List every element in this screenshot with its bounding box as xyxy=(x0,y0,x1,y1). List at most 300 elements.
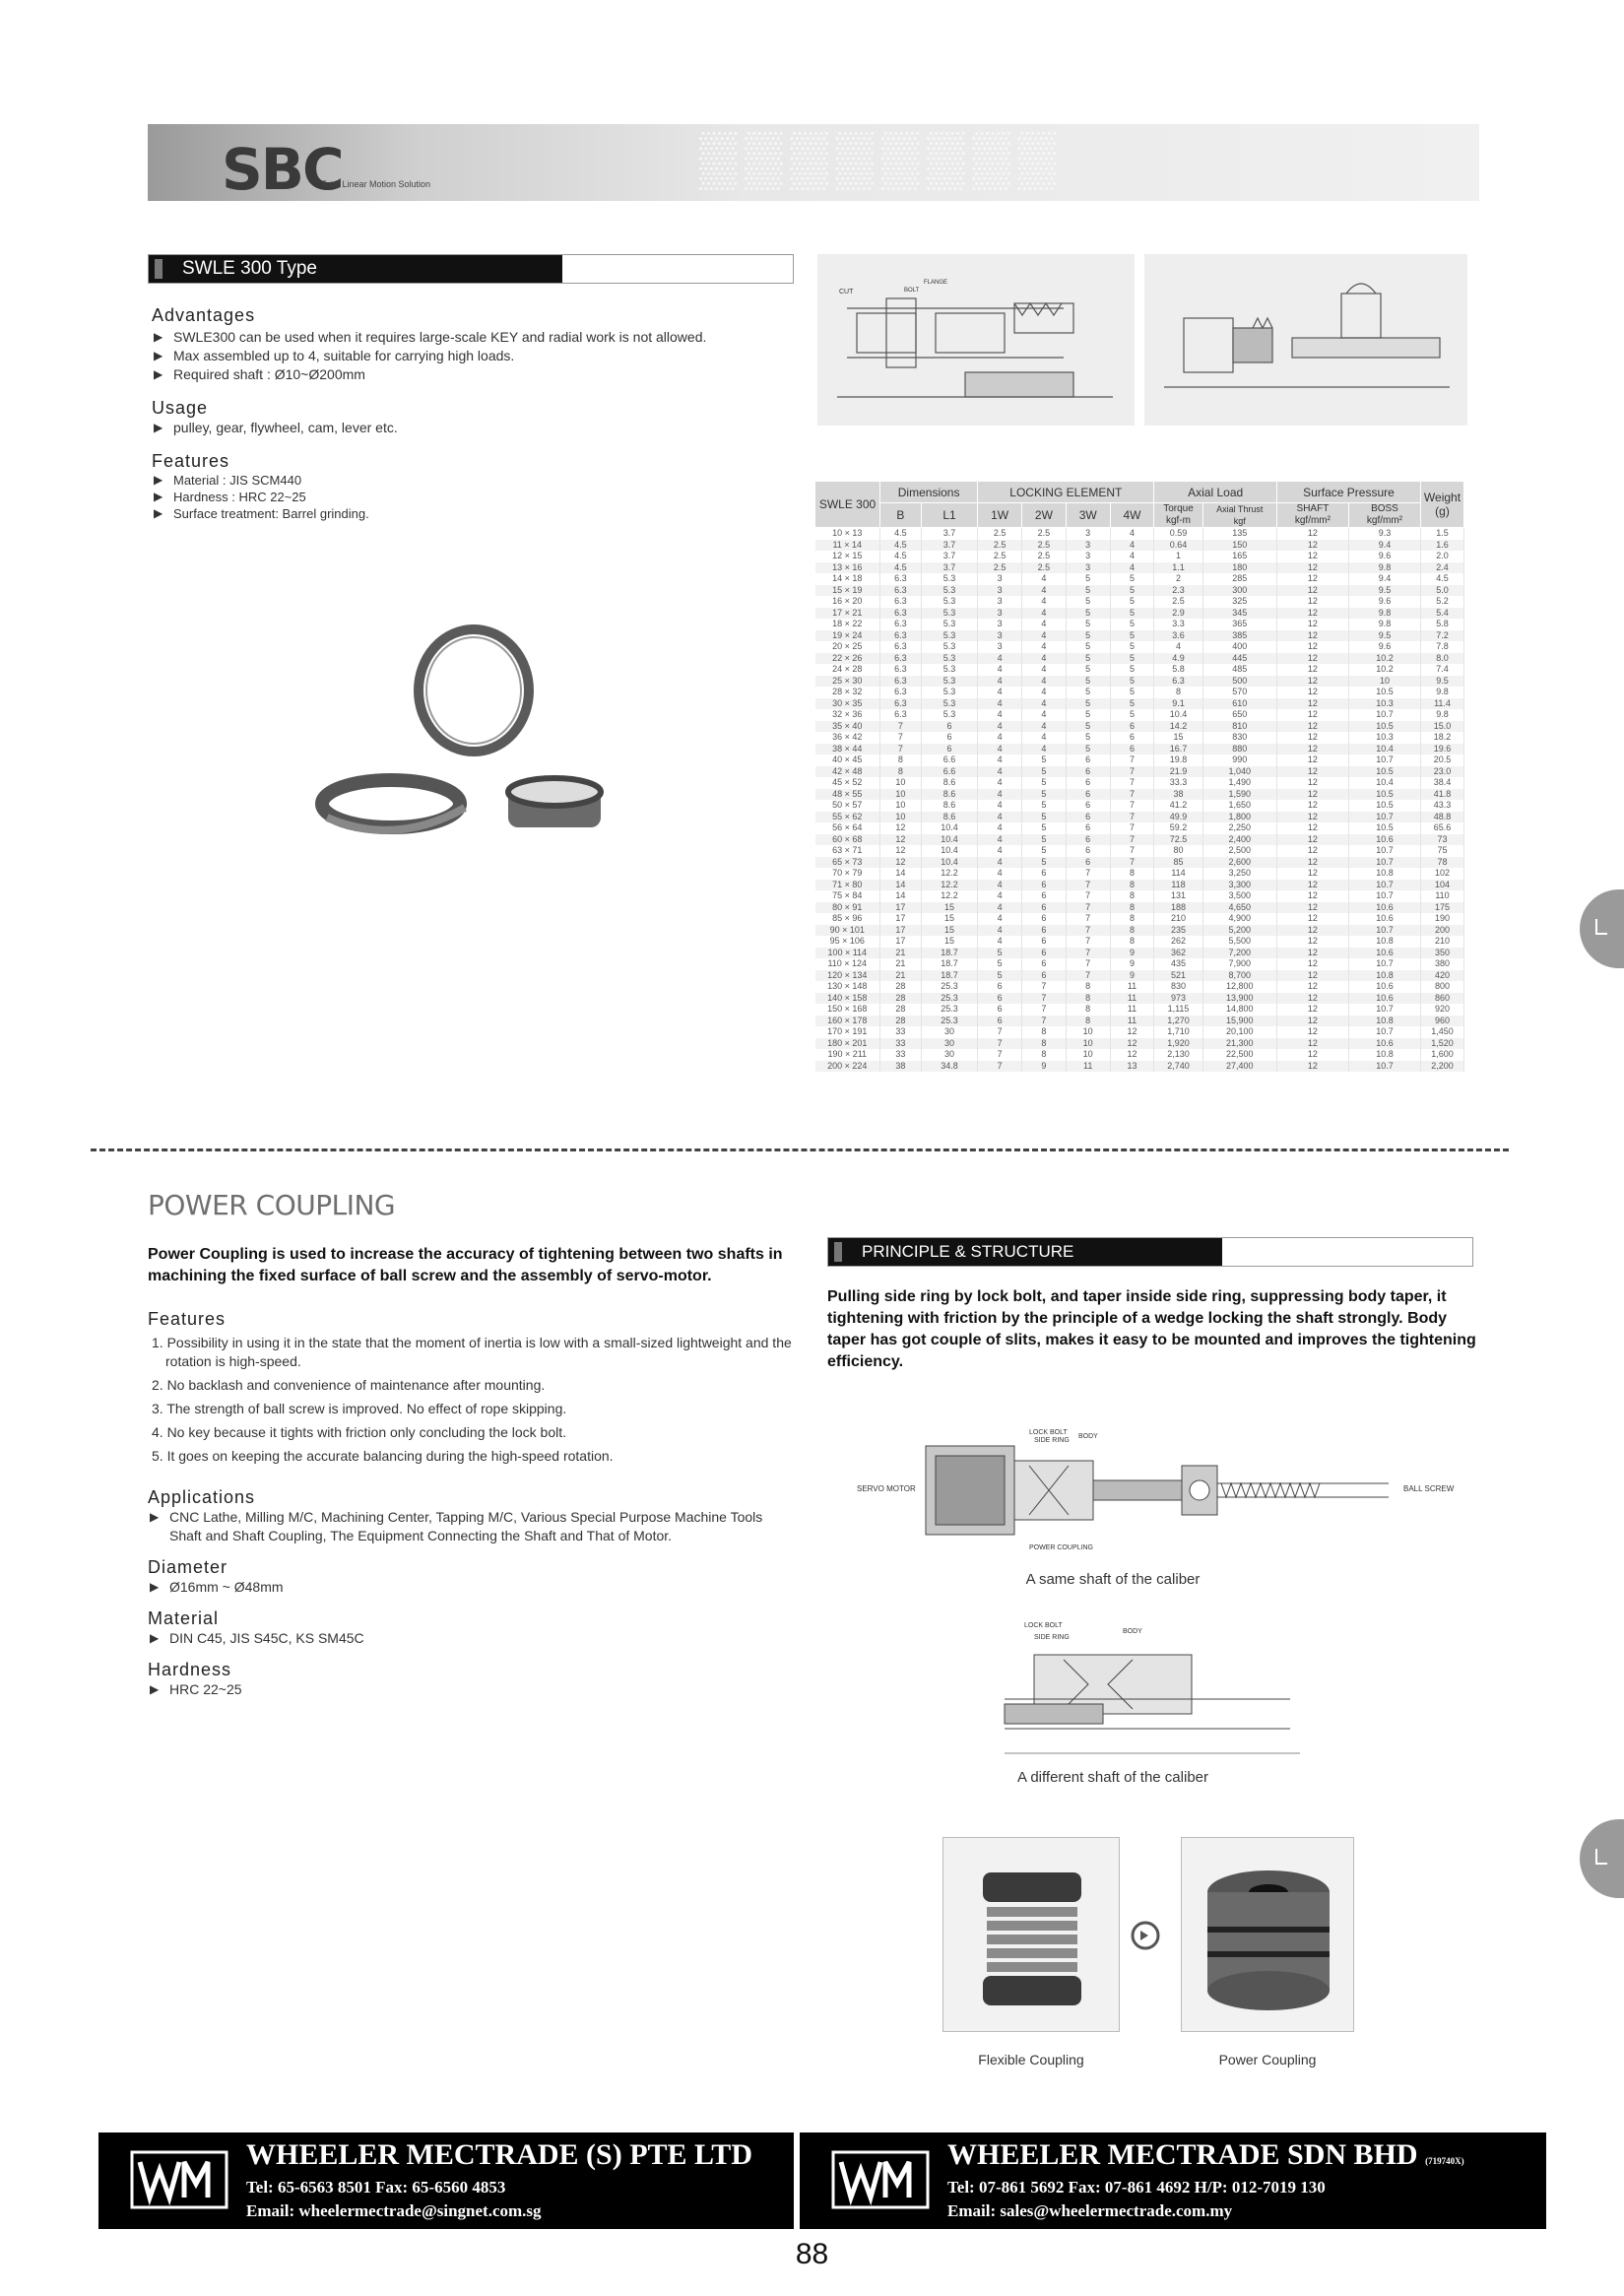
spec-cell: 38 xyxy=(1154,789,1202,801)
spec-cell: 7 xyxy=(1066,890,1110,902)
spec-cell: 3.7 xyxy=(921,528,977,540)
label-lock-bolt: LOCK BOLT xyxy=(1029,1429,1068,1436)
spec-cell: 17 xyxy=(880,913,922,925)
spec-cell: 80 × 91 xyxy=(815,902,880,914)
spec-cell: 190 × 211 xyxy=(815,1049,880,1061)
spec-cell: 130 × 148 xyxy=(815,981,880,993)
spec-cell: 18.7 xyxy=(921,958,977,970)
spec-cell: 175 xyxy=(1421,902,1464,914)
section-marker xyxy=(834,1242,842,1262)
spec-cell: 4 xyxy=(1022,596,1067,608)
spec-cell: 6 xyxy=(1110,744,1154,755)
label-cut: CUT xyxy=(839,289,854,295)
spec-cell: 1,490 xyxy=(1202,777,1276,789)
spec-cell: 5,500 xyxy=(1202,936,1276,948)
company-email[interactable]: Email: wheelermectrade@singnet.com.sg xyxy=(246,2201,542,2220)
spec-cell: 7 xyxy=(1110,822,1154,834)
spec-row xyxy=(815,845,1464,857)
spec-cell: 21.9 xyxy=(1154,766,1202,778)
spec-cell: 7.4 xyxy=(1421,664,1464,676)
spec-cell: 24 × 28 xyxy=(815,664,880,676)
spec-row xyxy=(815,676,1464,688)
spec-cell: 6.6 xyxy=(921,766,977,778)
spec-cell: 3,300 xyxy=(1202,880,1276,891)
spec-cell: 8 xyxy=(1110,913,1154,925)
features-heading: Features xyxy=(152,451,230,471)
spec-cell: 6.3 xyxy=(880,653,922,665)
spec-cell: 5 xyxy=(1110,653,1154,665)
spec-cell: 9.6 xyxy=(1348,551,1420,562)
spec-cell: 9.6 xyxy=(1348,641,1420,653)
spec-cell: 28 xyxy=(880,981,922,993)
spec-cell: 4 xyxy=(978,868,1022,880)
col-boss: BOSS kgf/mm² xyxy=(1348,503,1420,528)
spec-cell: 12 xyxy=(1276,573,1348,585)
spec-cell: 14,800 xyxy=(1202,1004,1276,1016)
spec-cell: 12 xyxy=(1276,845,1348,857)
usage-item: ▶ pulley, gear, flywheel, cam, lever etc. xyxy=(154,420,398,435)
spec-cell: 4 xyxy=(978,698,1022,710)
label-body: BODY xyxy=(1078,1433,1098,1440)
spec-cell: 9.8 xyxy=(1348,608,1420,620)
spec-cell: 7 xyxy=(1022,993,1067,1005)
spec-cell: 5.0 xyxy=(1421,585,1464,597)
spec-cell: 6 xyxy=(1066,834,1110,846)
spec-cell: 5.3 xyxy=(921,619,977,630)
spec-cell: 19 × 24 xyxy=(815,630,880,642)
spec-cell: 10 × 13 xyxy=(815,528,880,540)
spec-cell: 6 xyxy=(1022,925,1067,937)
swle-drawing-1 xyxy=(817,254,1135,426)
spec-cell: 10.6 xyxy=(1348,902,1420,914)
spec-cell: 5.2 xyxy=(1421,596,1464,608)
label-side-ring: SIDE RING xyxy=(1034,1437,1070,1444)
spec-cell: 5 xyxy=(1022,845,1067,857)
spec-cell: 7 xyxy=(1022,981,1067,993)
spec-cell: 25.3 xyxy=(921,1004,977,1016)
spec-cell: 830 xyxy=(1154,981,1202,993)
spec-cell: 41.8 xyxy=(1421,789,1464,801)
spec-cell: 800 xyxy=(1421,981,1464,993)
spec-cell: 95 × 106 xyxy=(815,936,880,948)
spec-cell: 920 xyxy=(1421,1004,1464,1016)
spec-cell: 990 xyxy=(1202,754,1276,766)
spec-cell: 1,650 xyxy=(1202,800,1276,812)
brand-tagline: Total Linear Motion Solution xyxy=(321,179,431,189)
spec-cell: 8 xyxy=(1110,902,1154,914)
spec-cell: 5 xyxy=(1110,585,1154,597)
spec-cell: 150 xyxy=(1202,540,1276,552)
spec-cell: 4 xyxy=(978,732,1022,744)
spec-cell: 4.9 xyxy=(1154,653,1202,665)
spec-cell: 5 xyxy=(1110,573,1154,585)
spec-cell: 7 xyxy=(1110,800,1154,812)
spec-cell: 8 xyxy=(1066,993,1110,1005)
company-email[interactable]: Email: sales@wheelermectrade.com.my xyxy=(947,2201,1233,2220)
spec-cell: 9.8 xyxy=(1421,687,1464,698)
spec-cell: 188 xyxy=(1154,902,1202,914)
spec-cell: 12 xyxy=(880,845,922,857)
spec-cell: 4 xyxy=(1110,562,1154,574)
spec-cell: 5 xyxy=(1022,777,1067,789)
spec-cell: 110 × 124 xyxy=(815,958,880,970)
group-surface: Surface Pressure xyxy=(1276,482,1420,503)
spec-cell: 210 xyxy=(1154,913,1202,925)
spec-cell: 5 xyxy=(1022,754,1067,766)
spec-cell: 12 xyxy=(1276,754,1348,766)
spec-row xyxy=(815,664,1464,676)
spec-cell: 63 × 71 xyxy=(815,845,880,857)
spec-cell: 60 × 68 xyxy=(815,834,880,846)
spec-cell: 4 xyxy=(1022,744,1067,755)
header-band xyxy=(148,124,1479,201)
spec-cell: 445 xyxy=(1202,653,1276,665)
spec-cell: 102 xyxy=(1421,868,1464,880)
spec-cell: 2.5 xyxy=(978,551,1022,562)
spec-cell: 7 xyxy=(1022,1004,1067,1016)
spec-row xyxy=(815,732,1464,744)
spec-cell: 8 xyxy=(1110,880,1154,891)
spec-cell: 2,740 xyxy=(1154,1061,1202,1073)
spec-cell: 8 xyxy=(1066,1004,1110,1016)
spec-cell: 380 xyxy=(1421,958,1464,970)
spec-cell: 6 xyxy=(978,981,1022,993)
spec-cell: 7 xyxy=(880,732,922,744)
spec-row xyxy=(815,925,1464,937)
spec-cell: 10.6 xyxy=(1348,993,1420,1005)
spec-cell: 973 xyxy=(1154,993,1202,1005)
spec-cell: 10.3 xyxy=(1348,698,1420,710)
spec-cell: 65.6 xyxy=(1421,822,1464,834)
spec-cell: 33 xyxy=(880,1038,922,1050)
spec-cell: 9.8 xyxy=(1348,619,1420,630)
spec-cell: 78 xyxy=(1421,857,1464,869)
spec-cell: 4 xyxy=(978,676,1022,688)
pc-material-heading: Material xyxy=(148,1608,220,1628)
spec-cell: 6 xyxy=(1022,902,1067,914)
spec-cell: 6.6 xyxy=(921,754,977,766)
spec-cell: 9 xyxy=(1110,958,1154,970)
spec-cell: 4 xyxy=(978,822,1022,834)
spec-cell: 4 xyxy=(1022,732,1067,744)
spec-cell: 4 xyxy=(978,709,1022,721)
spec-cell: 9 xyxy=(1110,970,1154,982)
spec-cell: 7 xyxy=(1066,868,1110,880)
spec-cell: 75 xyxy=(1421,845,1464,857)
spec-cell: 12 xyxy=(880,857,922,869)
spec-cell: 3.6 xyxy=(1154,630,1202,642)
spec-row xyxy=(815,608,1464,620)
swle-title: SWLE 300 Type xyxy=(149,255,562,283)
spec-cell: 420 xyxy=(1421,970,1464,982)
company-name: WHEELER MECTRADE (S) PTE LTD xyxy=(246,2138,752,2171)
spec-cell: 70 × 79 xyxy=(815,868,880,880)
spec-cell: 135 xyxy=(1202,528,1276,540)
spec-cell: 30 xyxy=(921,1038,977,1050)
spec-cell: 7 xyxy=(978,1049,1022,1061)
spec-cell: 4 xyxy=(978,890,1022,902)
spec-cell: 4 xyxy=(1022,630,1067,642)
spec-cell: 7 xyxy=(978,1061,1022,1073)
spec-cell: 3 xyxy=(1066,528,1110,540)
spec-cell: 4 xyxy=(978,902,1022,914)
spec-row xyxy=(815,619,1464,630)
spec-cell: 4,900 xyxy=(1202,913,1276,925)
spec-cell: 25.3 xyxy=(921,981,977,993)
spec-cell: 12 xyxy=(1276,1026,1348,1038)
spec-cell: 10.7 xyxy=(1348,1026,1420,1038)
spec-cell: 5 xyxy=(978,970,1022,982)
spec-cell: 4.5 xyxy=(880,540,922,552)
spec-cell: 5 xyxy=(1066,721,1110,733)
spec-cell: 12 xyxy=(1276,687,1348,698)
spec-cell: 9 xyxy=(1022,1061,1067,1073)
label-bolt: BOLT xyxy=(904,288,920,294)
spec-cell: 11 xyxy=(1066,1061,1110,1073)
spec-cell: 28 xyxy=(880,1016,922,1027)
spec-row xyxy=(815,902,1464,914)
spec-cell: 12 xyxy=(1276,619,1348,630)
spec-cell: 12 xyxy=(1276,981,1348,993)
spec-cell: 6.3 xyxy=(880,585,922,597)
spec-cell: 4 xyxy=(1022,573,1067,585)
spec-cell: 12 xyxy=(1276,936,1348,948)
spec-cell: 12 xyxy=(1276,890,1348,902)
spec-cell: 1,920 xyxy=(1154,1038,1202,1050)
spec-cell: 285 xyxy=(1202,573,1276,585)
spec-cell: 12 xyxy=(1276,653,1348,665)
label-power-coupling: POWER COUPLING xyxy=(1029,1544,1093,1551)
spec-cell: 120 × 134 xyxy=(815,970,880,982)
spec-cell: 48 × 55 xyxy=(815,789,880,801)
spec-row xyxy=(815,653,1464,665)
spec-row xyxy=(815,1016,1464,1027)
spec-cell: 6 xyxy=(1022,936,1067,948)
spec-cell: 10.4 xyxy=(1348,744,1420,755)
feature-item: ▶ Hardness : HRC 22~25 xyxy=(154,490,306,504)
spec-cell: 5 xyxy=(1110,687,1154,698)
spec-cell: 55 × 62 xyxy=(815,812,880,823)
spec-cell: 22,500 xyxy=(1202,1049,1276,1061)
spec-cell: 7 xyxy=(1110,834,1154,846)
spec-cell: 2,130 xyxy=(1154,1049,1202,1061)
spec-row xyxy=(815,1004,1464,1016)
spec-cell: 4,650 xyxy=(1202,902,1276,914)
spec-cell: 4 xyxy=(1110,540,1154,552)
spec-cell: 0.59 xyxy=(1154,528,1202,540)
spec-cell: 41.2 xyxy=(1154,800,1202,812)
spec-cell: 5 xyxy=(978,948,1022,959)
spec-cell: 6.3 xyxy=(880,608,922,620)
spec-cell: 5.4 xyxy=(1421,608,1464,620)
spec-row xyxy=(815,970,1464,982)
spec-row xyxy=(815,641,1464,653)
spec-cell: 12 xyxy=(1276,1016,1348,1027)
spec-cell: 17 xyxy=(880,936,922,948)
spec-cell: 5 xyxy=(1022,812,1067,823)
header-watermark: ▒▒▒▒▒▒▒▒ xyxy=(699,129,1065,188)
spec-cell: 9.8 xyxy=(1421,709,1464,721)
spec-row xyxy=(815,890,1464,902)
spec-cell: 10.6 xyxy=(1348,1038,1420,1050)
spec-cell: 4.5 xyxy=(880,551,922,562)
spec-cell: 4 xyxy=(1110,528,1154,540)
spec-cell: 12 xyxy=(880,834,922,846)
side-tab-1[interactable] xyxy=(1580,889,1624,968)
spec-cell: 21 xyxy=(880,958,922,970)
spec-cell: 210 xyxy=(1421,936,1464,948)
spec-cell: 15 xyxy=(921,902,977,914)
spec-row xyxy=(815,540,1464,552)
spec-cell: 85 × 96 xyxy=(815,913,880,925)
spec-cell: 9.6 xyxy=(1348,596,1420,608)
spec-cell: 3.3 xyxy=(1154,619,1202,630)
spec-cell: 1.1 xyxy=(1154,562,1202,574)
spec-cell: 365 xyxy=(1202,619,1276,630)
spec-cell: 7 xyxy=(1066,948,1110,959)
spec-cell: 10 xyxy=(880,777,922,789)
spec-cell: 4 xyxy=(978,766,1022,778)
spec-cell: 165 xyxy=(1202,551,1276,562)
advantage-item: ▶ Max assembled up to 4, suitable for carrying high loads. xyxy=(154,348,515,363)
spec-cell: 12 xyxy=(1276,789,1348,801)
spec-row xyxy=(815,1061,1464,1073)
spec-cell: 4 xyxy=(1154,641,1202,653)
spec-row xyxy=(815,913,1464,925)
spec-cell: 6.3 xyxy=(880,698,922,710)
footer-malaysia xyxy=(800,2132,1546,2229)
spec-cell: 2,400 xyxy=(1202,834,1276,846)
spec-cell: 0.64 xyxy=(1154,540,1202,552)
spec-cell: 10.6 xyxy=(1348,948,1420,959)
spec-cell: 12 xyxy=(1276,732,1348,744)
spec-cell: 15 xyxy=(921,936,977,948)
spec-cell: 262 xyxy=(1154,936,1202,948)
col-thrust: Axial Thrust kgf xyxy=(1202,503,1276,528)
principle-title: PRINCIPLE & STRUCTURE xyxy=(828,1238,1222,1266)
power-coupling-intro: Power Coupling is used to increase the accuracy of tightening between two shafts in machining the fixed surface of ball screw and the assembly of servo-motor. xyxy=(148,1246,783,1284)
spec-cell: 33.3 xyxy=(1154,777,1202,789)
spec-cell: 12 xyxy=(1276,948,1348,959)
company-name: WHEELER MECTRADE SDN BHD (719740X) xyxy=(947,2138,1464,2171)
spec-cell: 5 xyxy=(1022,800,1067,812)
spec-cell: 10.5 xyxy=(1348,766,1420,778)
spec-cell: 5.3 xyxy=(921,709,977,721)
spec-cell: 10.4 xyxy=(921,822,977,834)
spec-row xyxy=(815,744,1464,755)
swle-ring-photo-top xyxy=(410,621,538,760)
spec-cell: 4 xyxy=(978,913,1022,925)
spec-cell: 5 xyxy=(1066,653,1110,665)
spec-cell: 10 xyxy=(880,800,922,812)
spec-cell: 4 xyxy=(1022,687,1067,698)
spec-row xyxy=(815,698,1464,710)
spec-cell: 4 xyxy=(1022,698,1067,710)
spec-cell: 34.8 xyxy=(921,1061,977,1073)
spec-cell: 3 xyxy=(978,596,1022,608)
spec-cell: 25.3 xyxy=(921,993,977,1005)
spec-row xyxy=(815,1038,1464,1050)
spec-cell: 5.3 xyxy=(921,596,977,608)
spec-cell: 7 xyxy=(1066,880,1110,891)
spec-cell: 8 xyxy=(880,754,922,766)
flexible-coupling-photo xyxy=(942,1837,1120,2032)
spec-cell: 4 xyxy=(978,789,1022,801)
spec-cell: 4 xyxy=(978,812,1022,823)
spec-cell: 385 xyxy=(1202,630,1276,642)
spec-cell: 6.3 xyxy=(880,619,922,630)
spec-cell: 5.3 xyxy=(921,687,977,698)
spec-cell: 11 xyxy=(1110,1004,1154,1016)
spec-cell: 6 xyxy=(978,1016,1022,1027)
spec-cell: 2.5 xyxy=(978,540,1022,552)
spec-cell: 2.4 xyxy=(1421,562,1464,574)
spec-cell: 10.5 xyxy=(1348,822,1420,834)
spec-cell: 10.6 xyxy=(1348,834,1420,846)
spec-cell: 6 xyxy=(1066,822,1110,834)
spec-cell: 11.4 xyxy=(1421,698,1464,710)
spec-cell: 118 xyxy=(1154,880,1202,891)
spec-row xyxy=(815,1049,1464,1061)
spec-cell: 6.3 xyxy=(1154,676,1202,688)
spec-cell: 5 xyxy=(1110,608,1154,620)
spec-cell: 1,800 xyxy=(1202,812,1276,823)
spec-row xyxy=(815,630,1464,642)
col-4w: 4W xyxy=(1110,503,1154,528)
spec-cell: 3.7 xyxy=(921,562,977,574)
spec-cell: 10.8 xyxy=(1348,868,1420,880)
spec-cell: 3,500 xyxy=(1202,890,1276,902)
spec-cell: 6 xyxy=(1022,913,1067,925)
spec-cell: 12 xyxy=(1110,1049,1154,1061)
spec-cell: 10.2 xyxy=(1348,664,1420,676)
spec-cell: 33 xyxy=(880,1026,922,1038)
feature-item: ▶ Material : JIS SCM440 xyxy=(154,473,302,488)
spec-cell: 43.3 xyxy=(1421,800,1464,812)
spec-cell: 12 xyxy=(1276,902,1348,914)
spec-cell: 12 xyxy=(1276,822,1348,834)
spec-cell: 9.4 xyxy=(1348,540,1420,552)
spec-cell: 3 xyxy=(978,608,1022,620)
spec-cell: 570 xyxy=(1202,687,1276,698)
side-tab-2[interactable] xyxy=(1580,1819,1624,1898)
spec-cell: 3 xyxy=(1066,562,1110,574)
spec-cell: 1,710 xyxy=(1154,1026,1202,1038)
spec-cell: 6 xyxy=(1066,766,1110,778)
spec-cell: 12 xyxy=(1276,630,1348,642)
swle-spec-table xyxy=(814,481,1464,1072)
spec-cell: 1,600 xyxy=(1421,1049,1464,1061)
pc-application-item: ▶ CNC Lathe, Milling M/C, Machining Center, Tapping M/C, Various Special Purpose Machine Tools Shaft and Shaft Coupling, The Equipment Connecting the Shaft and That of Motor. xyxy=(150,1509,763,1543)
spec-cell: 12 xyxy=(1276,812,1348,823)
spec-cell: 300 xyxy=(1202,585,1276,597)
spec-cell: 11 xyxy=(1110,981,1154,993)
spec-cell: 23.0 xyxy=(1421,766,1464,778)
spec-cell: 4 xyxy=(978,925,1022,937)
spec-cell: 20.5 xyxy=(1421,754,1464,766)
spec-cell: 1,450 xyxy=(1421,1026,1464,1038)
section-divider xyxy=(91,1148,1509,1151)
spec-cell: 12,800 xyxy=(1202,981,1276,993)
spec-cell: 10.4 xyxy=(921,834,977,846)
spec-cell: 14 xyxy=(880,880,922,891)
spec-cell: 5 xyxy=(1066,687,1110,698)
pc-feature-item: 5. It goes on keeping the accurate balancing during the high-speed rotation. xyxy=(152,1448,614,1464)
company-phone: Tel: 07-861 5692 Fax: 07-861 4692 H/P: 012-7019 130 xyxy=(947,2178,1326,2197)
spec-cell: 8.0 xyxy=(1421,653,1464,665)
spec-cell: 4 xyxy=(1110,551,1154,562)
section-marker xyxy=(155,259,162,279)
